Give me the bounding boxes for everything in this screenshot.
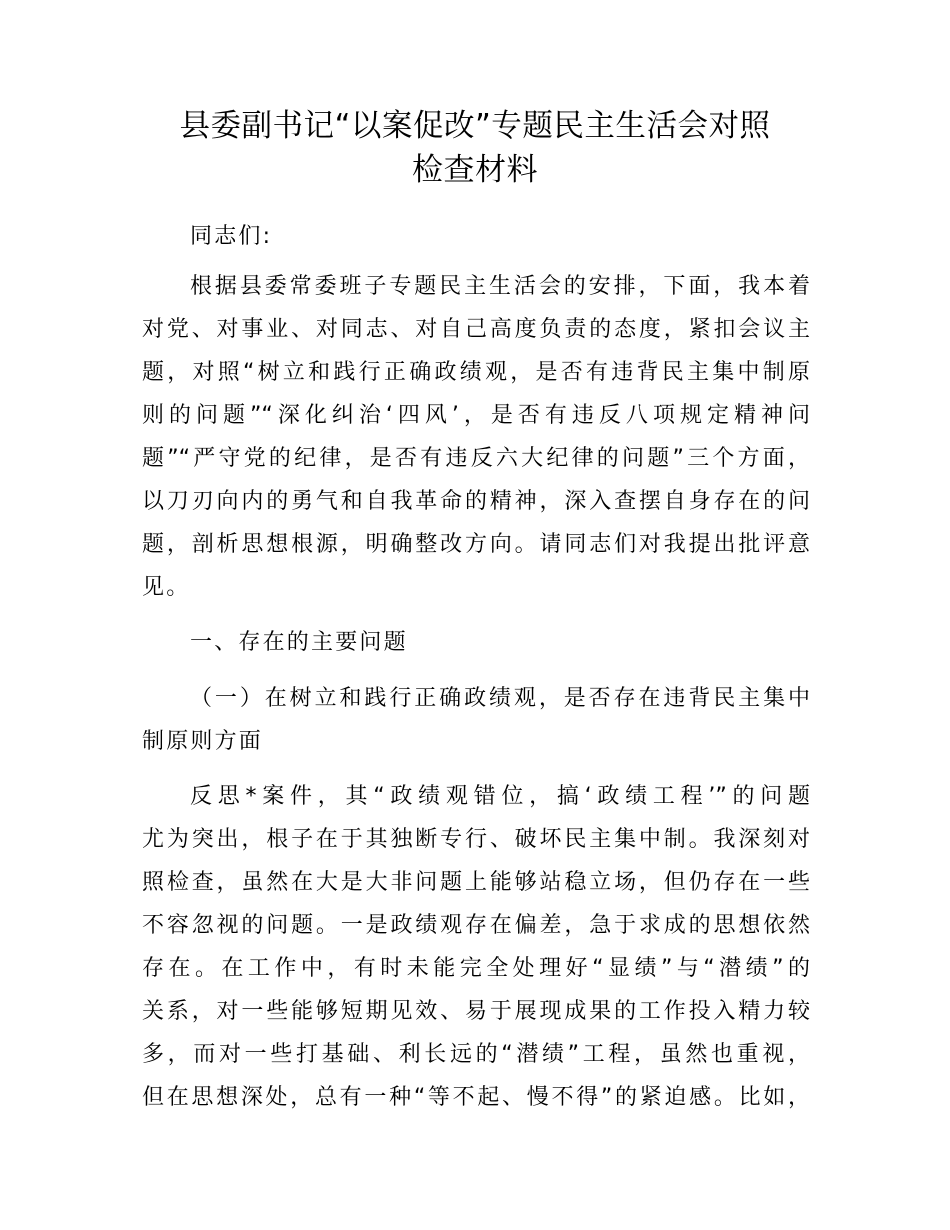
- paragraph-line: 题”“严守党的纪律，是否有违反六大纪律的问题”三个方面，: [142, 446, 810, 471]
- title-line-1: 县委副书记“以案促改”专题民主生活会对照: [179, 108, 771, 144]
- title-line-2: 检查材料: [412, 152, 538, 188]
- paragraph-line: 反思*案件，其“政绩观错位，搞‘政绩工程’”的问题: [190, 784, 810, 809]
- paragraph-line: 制原则方面: [142, 729, 264, 754]
- paragraph-line: 以刀刃向内的勇气和自我革命的精神，深入查摆自身存在的问: [142, 489, 810, 514]
- paragraph-line: 多，而对一些打基础、利长远的“潜绩”工程，虽然也重视，: [142, 1042, 810, 1067]
- paragraph-line: 则的问题”“深化纠治‘四风’，是否有违反八项规定精神问: [142, 403, 810, 428]
- paragraph-line: 题，对照“树立和践行正确政绩观，是否有违背民主集中制原: [142, 360, 810, 385]
- paragraph-line: 照检查，虽然在大是大非问题上能够站稳立场，但仍存在一些: [142, 870, 810, 895]
- section-heading: 一、存在的主要问题: [190, 630, 408, 655]
- paragraph-line: 关系，对一些能够短期见效、易于展现成果的工作投入精力较: [142, 999, 810, 1024]
- salutation: 同志们:: [190, 224, 273, 249]
- document-title: [0, 104, 950, 192]
- paragraph-line: 见。: [142, 575, 191, 600]
- paragraph-line: 不容忽视的问题。一是政绩观存在偏差，急于求成的思想依然: [142, 913, 810, 938]
- paragraph-line: 存在。在工作中，有时未能完全处理好“显绩”与“潜绩”的: [142, 956, 810, 981]
- paragraph-line: 尤为突出，根子在于其独断专行、破坏民主集中制。我深刻对: [142, 827, 810, 852]
- paragraph-line: 题，剖析思想根源，明确整改方向。请同志们对我提出批评意: [142, 532, 810, 557]
- paragraph-line: 根据县委常委班子专题民主生活会的安排，下面，我本着: [190, 274, 810, 299]
- paragraph-line: 对党、对事业、对同志、对自己高度负责的态度，紧扣会议主: [142, 317, 810, 342]
- paragraph-line: 但在思想深处，总有一种“等不起、慢不得”的紧迫感。比如，: [142, 1085, 810, 1110]
- paragraph-line: （一）在树立和践行正确政绩观，是否存在违背民主集中: [190, 686, 810, 711]
